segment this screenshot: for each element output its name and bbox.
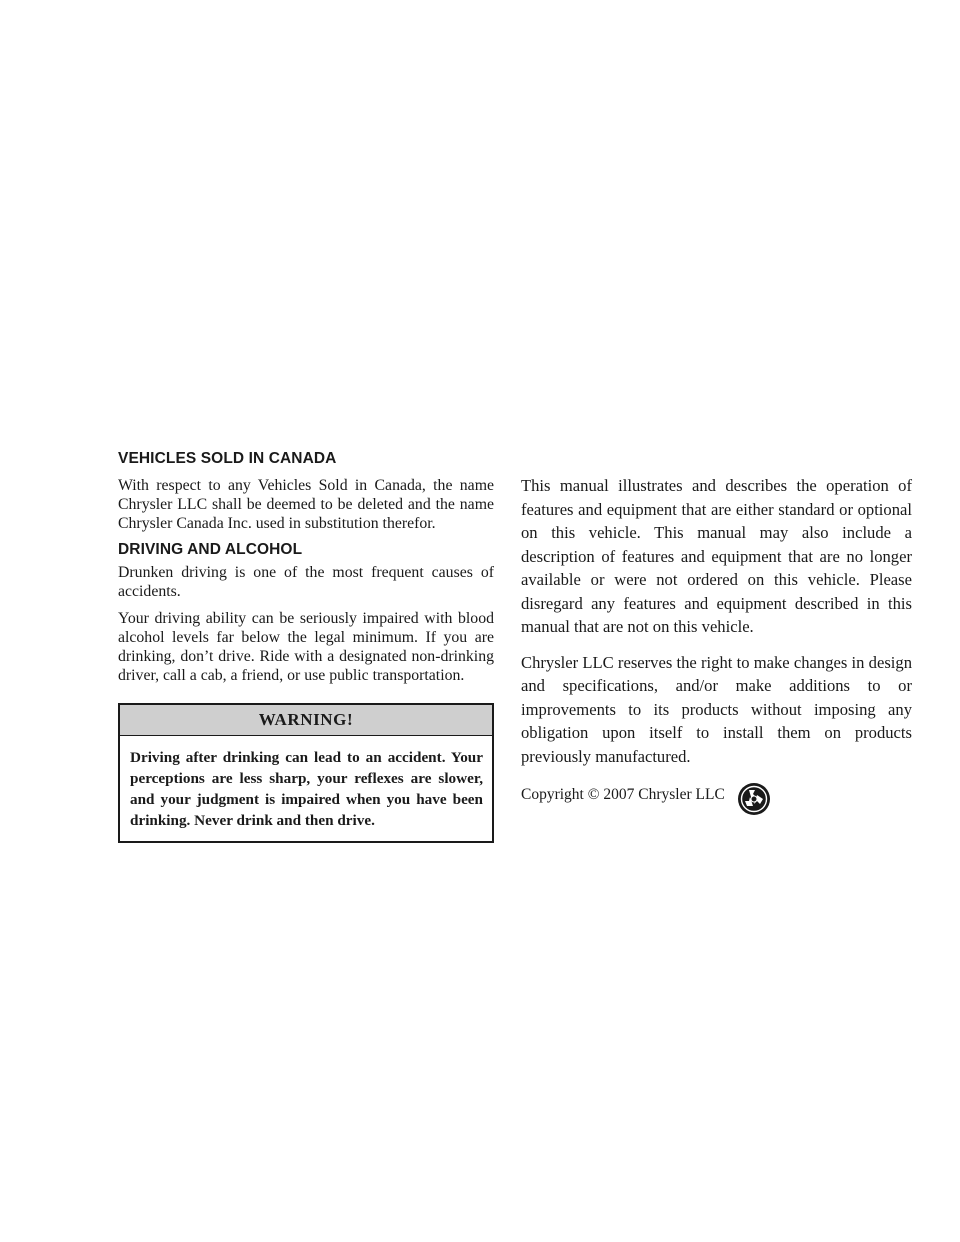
warning-title: WARNING! bbox=[120, 705, 492, 736]
driving-and-alcohol-heading: DRIVING AND ALCOHOL bbox=[118, 541, 303, 558]
warning-box bbox=[118, 703, 494, 843]
copyright-notice: Copyright © 2007 Chrysler LLC bbox=[521, 786, 725, 803]
recycle-icon bbox=[737, 782, 771, 816]
driving-alcohol-paragraph-2: Your driving ability can be seriously impaired with blood alcohol levels far below the legal minimum. If you are drinking, don’t drive. Ride with a designated non-drinking driver, call a cab, a friend, or use public transportation. bbox=[118, 610, 494, 684]
vehicles-sold-in-canada-heading: VEHICLES SOLD IN CANADA bbox=[118, 450, 337, 467]
manual-description-paragraph: This manual illustrates and describes the operation of features and equipment that are either standard or optional on this vehicle. This manual may also include a description of features and equipment that are no longer available or were not ordered on this vehicle. Please disregard any features and equipment described in this manual that are not on this vehicle. bbox=[521, 476, 912, 636]
left-column bbox=[118, 450, 494, 843]
rights-reserved-paragraph: Chrysler LLC reserves the right to make changes in design and specifications, and/or make additions to or improvements to its products without imposing any obligation upon itself to install them on products previously manufactured. bbox=[521, 652, 912, 766]
right-column bbox=[521, 474, 912, 780]
vehicles-sold-in-canada-paragraph: With respect to any Vehicles Sold in Canada, the name Chrysler LLC shall be deemed to be deleted and the name Chrysler Canada Inc. used in substitution therefor. bbox=[118, 477, 494, 532]
driving-alcohol-paragraph-1: Drunken driving is one of the most frequent causes of accidents. bbox=[118, 564, 494, 600]
copyright-row bbox=[521, 782, 901, 822]
warning-body: Driving after drinking can lead to an accident. Your perceptions are less sharp, your reflexes are slower, and your judgment is impaired when you have been drinking. Never drink and then drive. bbox=[130, 749, 483, 829]
